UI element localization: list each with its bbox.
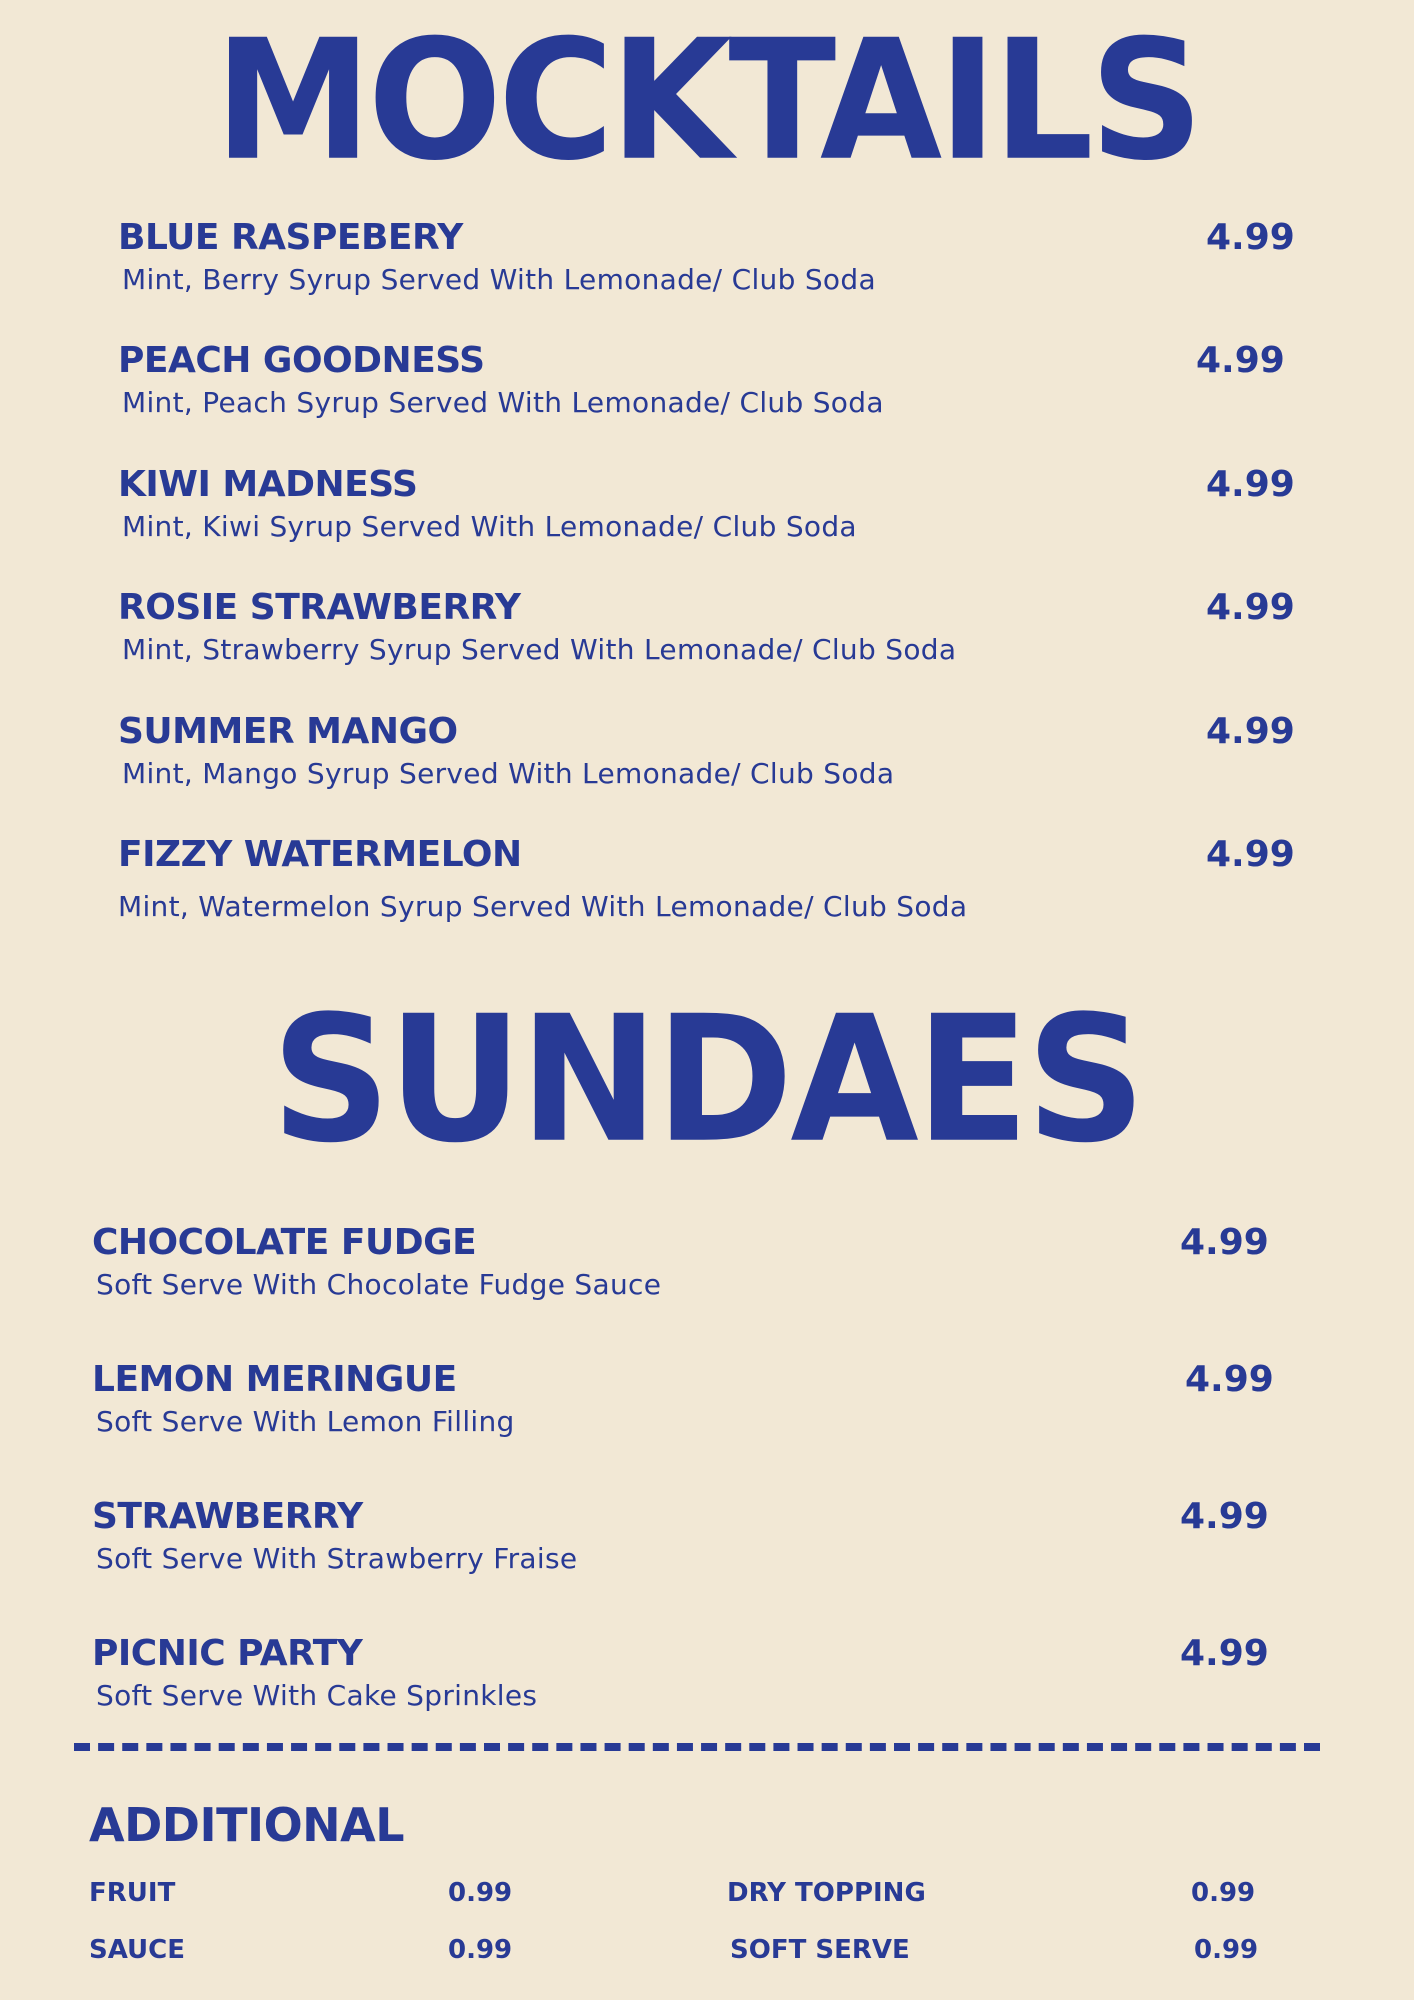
item-price: 4.99 [1180, 1496, 1269, 1537]
mocktails-heading: MOCKTAILS [214, 4, 1200, 198]
item-description: Mint, Kiwi Syrup Served With Lemonade/ Club Soda [122, 510, 857, 543]
additional-item-price: 0.99 [1191, 1878, 1256, 1908]
item-name: ROSIE STRAWBERRY [118, 587, 521, 628]
item-price: 4.99 [1180, 1222, 1269, 1263]
item-price: 4.99 [1180, 1633, 1269, 1674]
item-name: CHOCOLATE FUDGE [92, 1222, 477, 1263]
item-name: STRAWBERRY [92, 1496, 363, 1537]
item-description: Mint, Berry Syrup Served With Lemonade/ Club Soda [122, 263, 876, 296]
additional-item-label: SAUCE [89, 1935, 186, 1965]
additional-heading: ADDITIONAL [89, 1798, 405, 1852]
item-name: PEACH GOODNESS [118, 340, 485, 381]
additional-item-label: FRUIT [89, 1878, 176, 1908]
additional-item-price: 0.99 [448, 1878, 513, 1908]
item-name: KIWI MADNESS [118, 464, 418, 505]
item-name: FIZZY WATERMELON [118, 834, 522, 875]
item-description: Mint, Mango Syrup Served With Lemonade/ Club Soda [122, 757, 895, 790]
item-price: 4.99 [1206, 464, 1295, 505]
item-description: Soft Serve With Lemon Filling [96, 1405, 515, 1438]
item-price: 4.99 [1206, 834, 1295, 875]
item-description: Soft Serve With Cake Sprinkles [96, 1679, 538, 1712]
item-description: Soft Serve With Chocolate Fudge Sauce [96, 1268, 662, 1301]
item-description: Mint, Strawberry Syrup Served With Lemonade/ Club Soda [122, 633, 957, 666]
item-description: Mint, Peach Syrup Served With Lemonade/ Club Soda [122, 386, 884, 419]
item-price: 4.99 [1185, 1359, 1274, 1400]
item-name: SUMMER MANGO [118, 711, 458, 752]
sundaes-heading: SUNDAES [271, 979, 1143, 1182]
additional-item-label: DRY TOPPING [727, 1878, 926, 1908]
item-price: 4.99 [1206, 217, 1295, 258]
item-name: PICNIC PARTY [92, 1633, 363, 1674]
item-name: LEMON MERINGUE [92, 1359, 457, 1400]
additional-item-price: 0.99 [448, 1935, 513, 1965]
item-description: Mint, Watermelon Syrup Served With Lemonade/ Club Soda [118, 890, 968, 923]
item-price: 4.99 [1196, 340, 1285, 381]
item-price: 4.99 [1206, 711, 1295, 752]
additional-item-price: 0.99 [1194, 1935, 1259, 1965]
item-price: 4.99 [1206, 587, 1295, 628]
additional-item-label: SOFT SERVE [730, 1935, 910, 1965]
item-name: BLUE RASPEBERY [118, 217, 463, 258]
dashed-divider [74, 1743, 1320, 1751]
item-description: Soft Serve With Strawberry Fraise [96, 1542, 578, 1575]
